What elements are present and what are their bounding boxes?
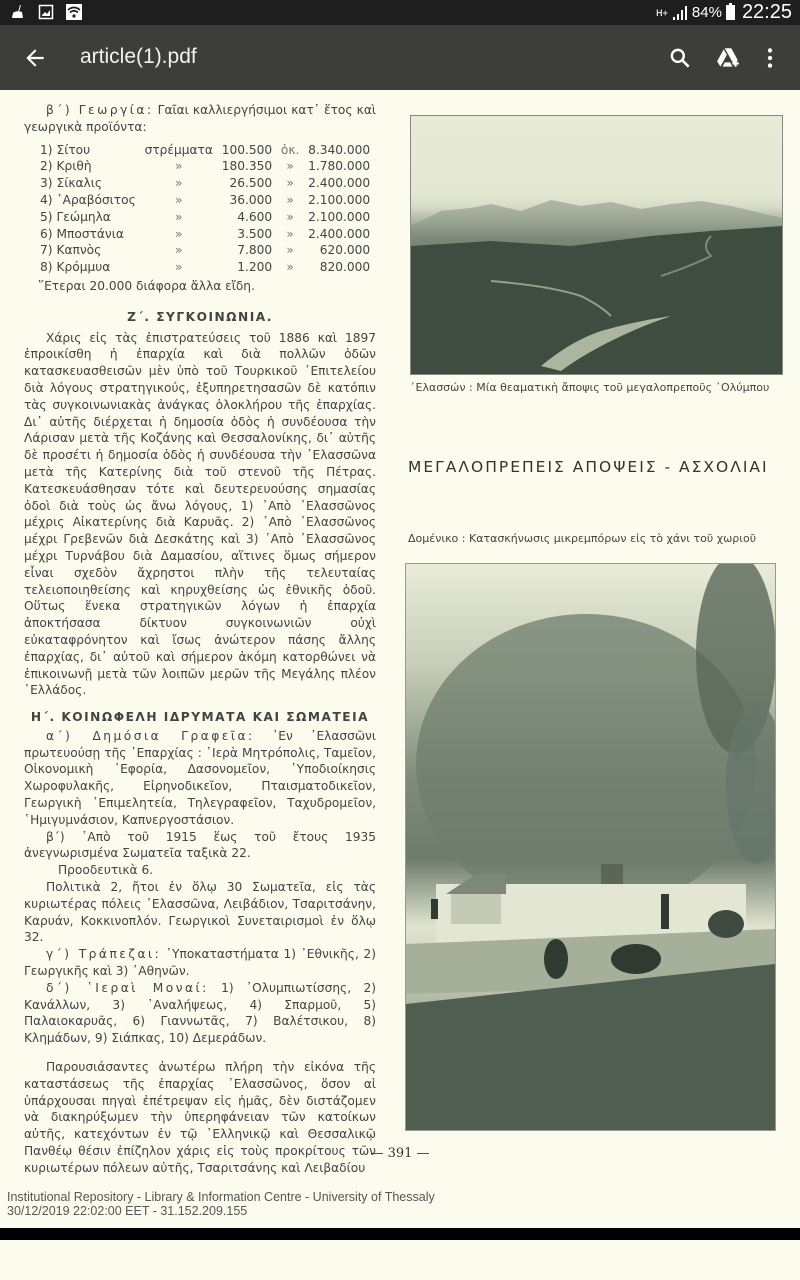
cleaner-icon bbox=[10, 4, 26, 20]
crop-yield: 2.400.000 bbox=[308, 176, 371, 191]
app-bar bbox=[0, 25, 800, 90]
crop-row bbox=[38, 242, 372, 259]
repository-name: Institutional Repository - Library & Information Centre - University of Thessaly bbox=[7, 1190, 435, 1204]
status-bar bbox=[0, 0, 800, 25]
crop-area: 100.500 bbox=[221, 142, 273, 157]
crop-index: 3) bbox=[40, 176, 53, 191]
crop-index: 1) bbox=[40, 142, 53, 157]
public-offices-paragraph: α΄) Δημόσια Γραφεῖα: ᾽Εν ᾽Ελασσῶνι πρωτευούσῃ τῆς ᾽Επαρχίας : ῾Ιερὰ Μητρόπολις, Ταμεῖον, Οἰκονομικὴ ᾽Εφορία, Δασονομεῖον, ῾Υποδιοίκησις Χωροφυλακῆς, Εἰρηνοδικεῖον, Πταισματοδικεῖον, Γεωργικὴ ᾽Επιμελητεία, Τηλεγραφεῖον, Ταχυδρομεῖον, ῾Ημιγυμνάσιον, Καπνεργοστάσιον. bbox=[24, 728, 376, 827]
crop-row bbox=[38, 192, 372, 209]
section-z-heading: Ζ΄. ΣΥΓΚΟΙΝΩΝΙΑ. bbox=[127, 309, 273, 324]
crop-yield: 2.100.000 bbox=[308, 209, 371, 224]
crop-yield: 1.780.000 bbox=[308, 159, 371, 174]
crop-area: 180.350 bbox=[221, 159, 273, 174]
crop-area-unit: » bbox=[175, 209, 183, 224]
crop-yield: 2.400.000 bbox=[308, 226, 371, 241]
next-page-preview[interactable] bbox=[0, 1240, 800, 1280]
crops-table bbox=[38, 142, 372, 276]
more-options-icon[interactable] bbox=[757, 45, 783, 71]
pdf-page[interactable] bbox=[0, 90, 800, 1228]
crops-note: ῞Ετεραι 20.000 διάφορα ἄλλα εἴδη. bbox=[38, 278, 255, 293]
photo-village-drawing bbox=[406, 564, 775, 1130]
crop-area: 3.500 bbox=[237, 226, 273, 241]
gallery-icon bbox=[38, 4, 54, 20]
crop-row bbox=[38, 142, 372, 159]
crop-index: 4) bbox=[40, 192, 53, 207]
network-type-indicator: H+ bbox=[656, 7, 668, 18]
crop-area-unit: » bbox=[175, 176, 183, 191]
crop-area: 7.800 bbox=[237, 243, 273, 258]
document-title: article(1).pdf bbox=[80, 45, 197, 68]
clock: 22:25 bbox=[741, 1, 792, 23]
crop-name: Κρόμμυα bbox=[56, 260, 111, 275]
crop-area: 36.000 bbox=[229, 192, 273, 207]
crop-yield: 2.100.000 bbox=[308, 192, 371, 207]
page-number: — 391 — bbox=[370, 1146, 430, 1161]
crop-name: Μποστάνια bbox=[56, 226, 124, 241]
crop-name: ᾽Αραβόσιτος bbox=[56, 192, 136, 207]
crop-index: 6) bbox=[40, 226, 53, 241]
page-separator bbox=[0, 1228, 800, 1240]
crop-name: Καπνὸς bbox=[56, 243, 102, 258]
crop-name: Σίκαλις bbox=[56, 176, 103, 191]
left-column bbox=[24, 102, 376, 1177]
associations-paragraph: β΄) ᾽Απὸ τοῦ 1915 ἕως τοῦ ἔτους 1935 ἀνεγνωρισμένα Σωματεῖα ταξικὰ 22. bbox=[24, 829, 376, 861]
crop-yield-unit: » bbox=[286, 226, 294, 241]
crop-area: 1.200 bbox=[237, 260, 273, 275]
crop-row bbox=[38, 175, 372, 192]
crop-yield-unit: » bbox=[286, 243, 294, 258]
add-to-drive-icon[interactable] bbox=[715, 45, 741, 71]
photo2-caption: Δομένικο : Κατασκήνωσις μικρεμπόρων εἰς τὸ χάνι τοῦ χωριοῦ bbox=[408, 532, 757, 545]
signal-icon bbox=[672, 5, 688, 21]
political-associations: Πολιτικὰ 2, ἤτοι ἐν ὅλῳ 30 Σωματεῖα, εἰς τὰς κυριωτέρας πόλεις ᾽Ελασσῶνα, Λειβάδιον, Τσαριτσάνην, Καρυάν, Κοκκινοπλόν. Γεωργικοὶ Συνεταιρισμοὶ ἐν ὅλῳ 32. bbox=[24, 880, 376, 945]
crop-row bbox=[38, 158, 372, 175]
closing-paragraph: Παρουσιάσαντες ἀνωτέρω πλήρη τὴν εἰκόνα τῆς καταστάσεως τῆς ἐπαρχίας ᾽Ελασσῶνος, ὅσον αἱ ὑπάρχουσαι πηγαὶ ἐπέτρεψαν εἰς ἡμᾶς, δὲν διστάζομεν νὰ διακηρύξωμεν τὴν ὑπερηφάνειαν τῶν κατοίκων αὐτῆς, κατεχόντων ἐν τῷ ῾Ελληνικῷ καὶ Θεσσαλικῷ Πανθέῳ θέσιν ἐπίζηλον χάρις εἰς τοὺς προκρίτους τῶν κυριωτέρων πόλεων αὐτῆς, Τσαριτσάνης καὶ Λειβαδίου bbox=[24, 1060, 376, 1175]
banks-paragraph: γ΄) Τράπεζαι: ῾Υποκαταστήματα 1) ᾽Εθνικῆς, 2) Γεωργικῆς καὶ 3) ᾽Αθηνῶν. bbox=[24, 947, 377, 979]
crop-yield: 820.000 bbox=[319, 260, 371, 275]
crop-name: Γεώμηλα bbox=[56, 209, 111, 224]
crop-name: Σίτου bbox=[56, 142, 91, 157]
crop-yield-unit: ὀκ. bbox=[280, 142, 300, 157]
crop-index: 2) bbox=[40, 159, 53, 174]
crop-yield-unit: » bbox=[286, 192, 294, 207]
crop-yield: 620.000 bbox=[319, 243, 371, 258]
crop-row bbox=[38, 209, 372, 226]
crop-row bbox=[38, 226, 372, 243]
crop-area-unit: » bbox=[175, 260, 183, 275]
repository-footer bbox=[7, 1190, 435, 1218]
crop-area: 4.600 bbox=[237, 209, 273, 224]
back-arrow-icon[interactable] bbox=[22, 45, 48, 71]
crop-area-unit: » bbox=[175, 226, 183, 241]
photo-mountain-drawing bbox=[411, 116, 782, 374]
mountain-valley-photo bbox=[410, 115, 783, 375]
crop-index: 8) bbox=[40, 260, 53, 275]
crop-area-unit: » bbox=[175, 192, 183, 207]
crop-index: 5) bbox=[40, 209, 53, 224]
progressive-associations: Προοδευτικὰ 6. bbox=[58, 863, 154, 878]
crop-area: 26.500 bbox=[229, 176, 273, 191]
crops-intro: β΄) Γεωργία: Γαῖαι καλλιεργήσιμοι κατ᾽ ἔτος καὶ γεωργικὰ προϊόντα: bbox=[24, 103, 376, 134]
monasteries-paragraph: δ΄) ῾Ιεραὶ Μοναί: 1) ᾽Ολυμπιωτίσσης, 2) Κανάλλων, 3) ᾽Αναλήψεως, 4) Σπαρμοῦ, 5) Παλαιοκαρυᾶς, 6) Γιαννωτᾶς, 7) Βαλέτσικου, 8) Κλημάδων, 9) Σιάπκας, 10) Δεμεράδων. bbox=[24, 980, 376, 1046]
crop-yield-unit: » bbox=[286, 176, 294, 191]
crop-yield: 8.340.000 bbox=[308, 142, 371, 157]
crop-area-unit: » bbox=[175, 243, 183, 258]
crop-area-unit: στρέμματα bbox=[144, 142, 213, 157]
crop-yield-unit: » bbox=[286, 159, 294, 174]
battery-percent: 84% bbox=[691, 4, 722, 21]
crop-yield-unit: » bbox=[286, 260, 294, 275]
section-heading-right: ΜΕΓΑΛΟΠΡΕΠΕΙΣ ΑΠΟΨΕΙΣ - ΑΣΧΟΛΙΑΙ bbox=[408, 458, 769, 476]
wifi-icon bbox=[66, 4, 82, 20]
crop-yield-unit: » bbox=[286, 209, 294, 224]
photo1-caption: ᾽Ελασσών : Μία θεαματικὴ ἄποψις τοῦ μεγαλοπρεποῦς ᾽Ολύμπου bbox=[410, 381, 770, 394]
battery-icon bbox=[726, 5, 735, 20]
crop-name: Κριθὴ bbox=[56, 159, 92, 174]
village-tree-photo bbox=[405, 563, 776, 1131]
section-h-heading: Η΄. ΚΟΙΝΩΦΕΛΗ ΙΔΡΥΜΑΤΑ ΚΑΙ ΣΩΜΑΤΕΙΑ bbox=[30, 710, 370, 725]
section-z-paragraph: Χάρις εἰς τὰς ἐπιστρατεύσεις τοῦ 1886 καὶ 1897 ἐπροικίσθη ἡ ἐπαρχία καὶ διὰ πολλῶν ὁδῶν κατασκευασθεισῶν μὲν ὑπὸ τοῦ Τουρκικοῦ ᾽Επιτελείου διὰ λόγους στρατηγικούς, ἐξυπηρετησασῶν δὲ κατόπιν τὰς συγκοινωνιακὰς ἀνάγκας ὁλοκλήρου τῆς ἐπαρχίας. Δι᾽ αὐτῆς διέρχεται ἡ δημοσία ὁδὸς ἡ συνδέουσα τὴν Λάρισαν μετὰ τῆς Κοζάνης καὶ Θεσσαλονίκης, δι᾽ αὐτῆς δὲ προσέτι ἡ δημοσία ὁδὸς ἡ συνδέουσα τὴν ᾽Ελασσῶνα μετὰ τῆς Κατερίνης διὰ τοῦ στενοῦ τῆς Πέτρας. Κατεσκευάσθησαν τότε καὶ δευτερευούσης σημασίας ὁδοὶ διὰ τοὺς ὡς ἄνω λόγους, 1) ᾽Απὸ ᾽Ελασσῶνος μέχρις Αἰκατερίνης διὰ Καρυᾶς. 2) ᾽Απὸ ᾽Ελασσῶνος μέχρι Γρεβενῶν διὰ Δεσκάτης καὶ 3) ᾽Απὸ ᾽Ελασσῶνος μέχρι Τυρνάβου διὰ Δαμασίου, αἵτινες ὅμως σήμερον εἶναι σχεδὸν ἄχρηστοι πλὴν τῆς τελευταίας τελειοποιηθείσης καὶ κηρυχθείσης ὡς ἐθνικῆς ὁδοῦ. Οὕτως ἕνεκα στρατηγικῶν λόγων ἡ ἐπαρχία ἀποκτήσασα δίκτυον συγκοινωνιῶν οὐχὶ εὐκαταφρόνητον καὶ ἴσως ἀνώτερον πάσης ἄλλης ἐπαρχίας, δι᾽ αὐτοῦ καὶ σήμερον ἀκόμη κατορθώνει νὰ ἐπικοινωνῇ μετὰ τῶν λοιπῶν μερῶν τῆς Μεγάλης πλέον ῾Ελλάδος. bbox=[24, 330, 376, 698]
repository-timestamp: 30/12/2019 22:02:00 EET - 31.152.209.155 bbox=[7, 1204, 248, 1218]
crop-index: 7) bbox=[40, 243, 53, 258]
search-icon[interactable] bbox=[667, 45, 693, 71]
crop-row bbox=[38, 259, 372, 276]
crop-area-unit: » bbox=[175, 159, 183, 174]
